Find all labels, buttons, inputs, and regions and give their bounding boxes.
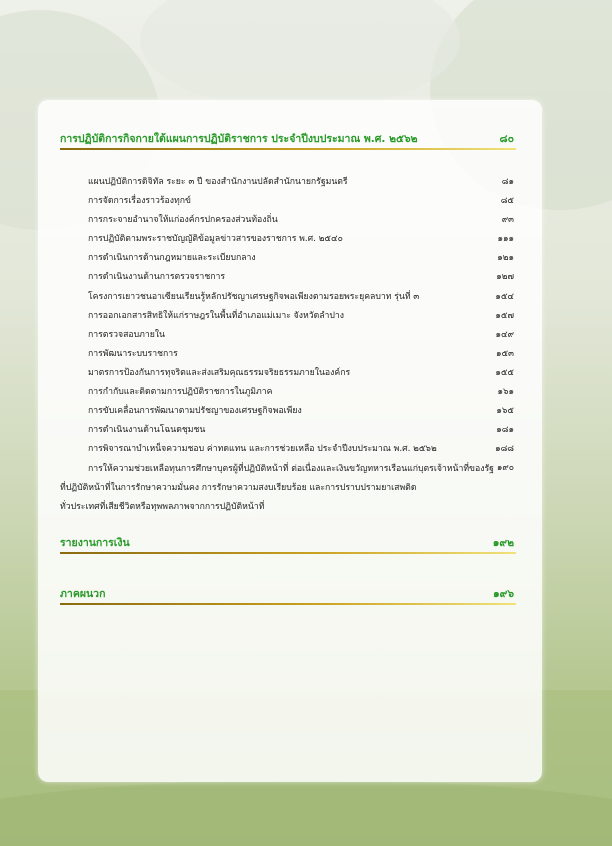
toc-item-page: ๑๒๗	[496, 272, 514, 283]
section-divider	[60, 148, 516, 150]
toc-item-label: แผนปฏิบัติการดิจิทัล ระยะ ๓ ปี ของสำนักงานปลัดสำนักนายกรัฐมนตรี	[88, 177, 348, 187]
toc-item[interactable]	[60, 399, 516, 418]
toc-item-page: ๑๒๑	[497, 253, 514, 264]
toc-item-label: การดำเนินการด้านกฎหมายและระเบียบกลาง	[88, 253, 256, 264]
toc-item[interactable]	[60, 265, 516, 284]
toc-item-label: การกำกับและติดตามการปฏิบัติราชการในภูมิภาค	[88, 387, 273, 398]
toc-item-label: การกระจายอำนาจให้แก่องค์กรปกครองส่วนท้องถิ่น	[88, 215, 278, 226]
toc-item-page: ๑๖๑	[497, 387, 514, 398]
toc-item-page: ๑๘๑	[496, 425, 514, 436]
toc-item[interactable]	[60, 285, 516, 304]
toc-item-label: โครงการเยาวชนอาเซียนเรียนรู้หลักปรัชญาเศรษฐกิจพอเพียงตามรอยพระยุคลบาท รุ่นที่ ๓	[88, 291, 420, 302]
toc-item[interactable]	[60, 227, 516, 246]
section-divider	[60, 552, 516, 554]
section-appendix-header[interactable]	[60, 585, 516, 601]
section-appendix-page: ๑๙๖	[492, 588, 514, 600]
toc-item[interactable]	[60, 418, 516, 437]
toc-item-page: ๑๕๕	[495, 367, 514, 378]
toc-item-label: การขับเคลื่อนการพัฒนาตามปรัชญาของเศรษฐกิจพอเพียง	[88, 406, 302, 417]
toc-item-label: การให้ความช่วยเหลือทุนการศึกษาบุตรผู้ที่ปฏิบัติหน้าที่ ต่อเนื่องและเงินขวัญทหารเรือนแก่บุตรเจ้าหน้าที่ของรัฐ	[88, 464, 494, 475]
section-finance	[60, 534, 516, 554]
section-appendix-title: ภาคผนวก	[60, 588, 106, 600]
toc-item-label-cont: ทั่วประเทศที่เสียชีวิตหรือทุพพลภาพจากการปฏิบัติหน้าที่	[60, 502, 265, 513]
toc-item[interactable]	[60, 304, 516, 323]
toc-item-label: การออกเอกสารสิทธิให้แก่ราษฎรในพื้นที่อำเภอแม่เมาะ จังหวัดลำปาง	[88, 310, 345, 321]
toc-item[interactable]	[60, 189, 516, 208]
section-plan-title: การปฏิบัติการกิจกายใต้แผนการปฏิบัติราชการ ประจำปีงบประมาณ พ.ศ. ๒๕๖๒	[60, 133, 418, 145]
section-finance-page: ๑๙๒	[492, 537, 514, 549]
toc-item[interactable]	[60, 323, 516, 342]
toc-item-page: ๑๖๕	[496, 406, 514, 417]
toc-item[interactable]	[60, 170, 516, 189]
section-plan-page: ๘๐	[499, 133, 514, 145]
section-appendix	[60, 585, 516, 605]
toc-item-label: มาตรการป้องกันการทุจริตและส่งเสริมคุณธรรมจริยธรรมภายในองค์กร	[88, 367, 351, 378]
toc-item-page: ๘๕	[500, 196, 514, 207]
toc-list	[60, 170, 516, 517]
toc-item[interactable]	[60, 456, 516, 517]
toc-item-page: ๘๑	[501, 177, 514, 187]
toc-item-label: การดำเนินงานด้านโฉนดชุมชน	[88, 425, 206, 436]
section-finance-title: รายงานการเงิน	[60, 537, 130, 549]
section-plan	[60, 130, 516, 150]
toc-item-label: การจัดการเรื่องราวร้องทุกข์	[88, 196, 191, 207]
toc-item-label: การตรวจสอบภายใน	[88, 329, 165, 340]
section-finance-header[interactable]	[60, 534, 516, 550]
toc-item-label: การพิจารณาบำเหน็จความชอบ ค่าทดแทน และการช่วยเหลือ ประจำปีงบประมาณ พ.ศ. ๒๕๖๒	[88, 444, 437, 455]
toc-item[interactable]	[60, 342, 516, 361]
toc-item-page: ๙๓	[501, 215, 514, 226]
toc-item-page: ๑๑๑	[497, 234, 514, 245]
toc-item-label: การปฏิบัติตามพระราชบัญญัติข้อมูลข่าวสารของราชการ พ.ศ. ๒๕๔๐	[88, 234, 343, 245]
toc-item-label-cont: ที่ปฏิบัติหน้าที่ในการรักษาความมั่นคง การรักษาความสงบเรียบร้อย และการปราบปรามยาเสพติด	[60, 483, 417, 494]
toc-item-label: การพัฒนาระบบราชการ	[88, 348, 178, 359]
toc-item[interactable]	[60, 437, 516, 456]
toc-item-label: การดำเนินงานด้านการตรวจราชการ	[88, 272, 226, 283]
toc-item-page: ๑๕๓	[495, 348, 514, 359]
toc-item-page: ๑๕๔	[495, 291, 514, 302]
toc-item-page: ๑๙๐	[496, 463, 514, 474]
toc-item[interactable]	[60, 246, 516, 265]
toc-item-page: ๑๔๙	[495, 329, 514, 340]
toc-item[interactable]	[60, 380, 516, 399]
toc-item-page: ๑๕๗	[495, 310, 514, 321]
section-plan-header[interactable]	[60, 130, 516, 146]
toc-item[interactable]	[60, 361, 516, 380]
toc-item[interactable]	[60, 208, 516, 227]
section-divider	[60, 603, 516, 605]
toc-item-page: ๑๘๘	[495, 444, 514, 455]
